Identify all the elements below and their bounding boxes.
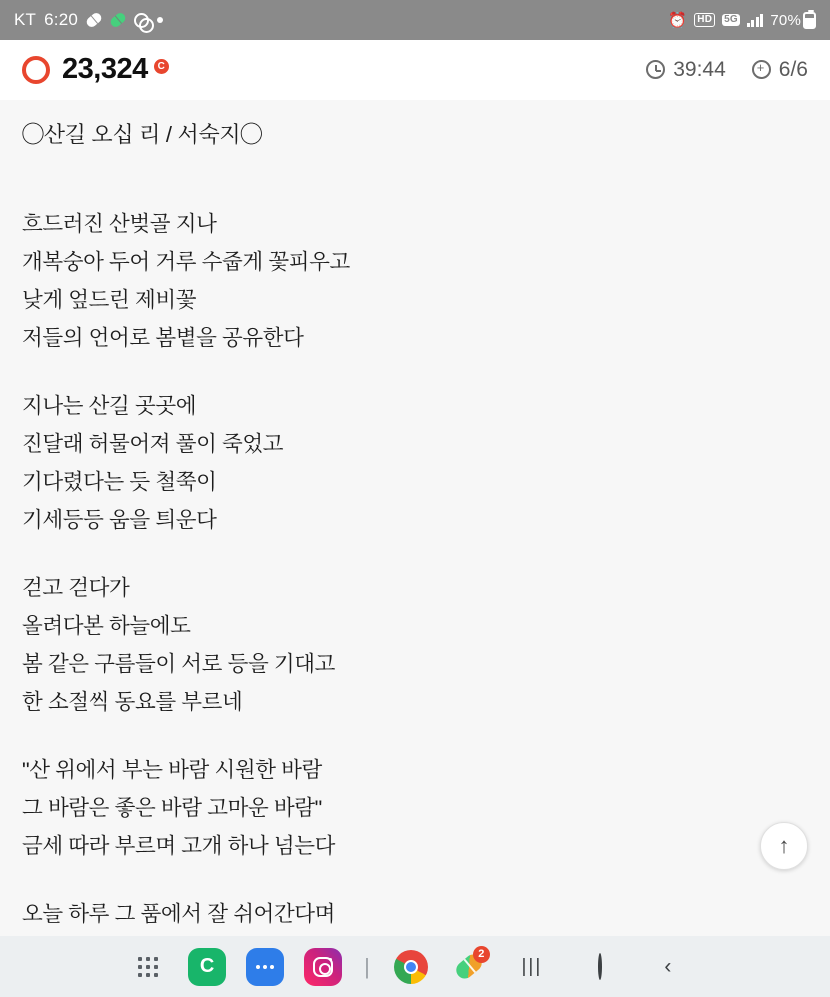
kakao-app-label: C [199, 955, 215, 977]
stanza [22, 387, 808, 539]
poem-line: 그 바람은 좋은 바람 고마운 바람" [22, 796, 322, 820]
status-bar-clock: 6:20 [44, 10, 79, 29]
page-add-icon[interactable] [752, 60, 771, 79]
stanza [22, 751, 808, 865]
dock-separator: | [364, 953, 370, 979]
instagram-app-icon[interactable] [304, 948, 342, 986]
pill-icon [85, 11, 104, 29]
poem-line: 낮게 엎드린 제비꽃 [22, 288, 197, 312]
count-badge: C [154, 59, 169, 74]
dot-icon [157, 17, 163, 23]
recents-button[interactable]: ||| [521, 955, 543, 977]
pill-app-icon[interactable] [450, 948, 488, 986]
home-circle-icon [598, 953, 602, 980]
app-bar [0, 40, 830, 100]
arrow-up-icon: ↑ [778, 833, 790, 858]
status-bar [0, 0, 830, 40]
alarm-icon: ⏰ [668, 11, 688, 29]
elapsed-time-group [646, 58, 726, 82]
poem-line: 오늘 하루 그 품에서 잘 쉬어간다며 [22, 902, 336, 926]
poem-line: 봄 같은 구름들이 서로 등을 기대고 [22, 652, 336, 676]
link-icon [134, 13, 149, 28]
page-indicator-label: 6/6 [778, 57, 808, 81]
notification-badge: 2 [473, 946, 490, 963]
home-button[interactable] [576, 955, 624, 979]
scroll-to-top-button[interactable] [760, 822, 808, 870]
battery-icon [803, 12, 816, 29]
poem-line: 금세 따라 부르며 고개 하나 넘는다 [22, 834, 336, 858]
poem-line: 기다렸다는 듯 철쭉이 [22, 470, 217, 494]
poem-line: 기세등등 움을 틔운다 [22, 508, 217, 532]
kakao-app-icon[interactable] [188, 948, 226, 986]
hd-badge: HD [694, 13, 715, 27]
poem-line: 걷고 걷다가 [22, 576, 130, 600]
signal-bars-icon [747, 14, 764, 27]
poem-line: 올려다본 하늘에도 [22, 614, 191, 638]
pill-icon-green [109, 11, 128, 29]
view-count: 23,324 [62, 53, 148, 85]
battery-percent-label: 70% [770, 11, 801, 29]
view-count-group [22, 53, 169, 86]
poem-line: 지나는 산길 곳곳에 [22, 394, 197, 418]
messages-app-icon[interactable] [246, 948, 284, 986]
poem-line: 진달래 허물어져 풀이 죽었고 [22, 432, 284, 456]
poem-line: 한 소절씩 동요를 부르네 [22, 690, 243, 714]
poem-line: 흐드러진 산벚골 지나 [22, 212, 217, 236]
apps-grid-icon[interactable] [138, 957, 158, 977]
clock-icon [646, 60, 665, 79]
page-title: ◯산길 오십 리 / 서숙지◯ [22, 122, 263, 147]
back-button[interactable]: ‹ [664, 954, 672, 978]
camera-icon [313, 957, 333, 977]
chrome-app-icon[interactable] [392, 948, 430, 986]
elapsed-time-label: 39:44 [673, 57, 726, 81]
carrier-label: KT [14, 10, 37, 29]
poem-line: 개복숭아 두어 거루 수줍게 꽃피우고 [22, 250, 350, 274]
chat-dots-icon [256, 965, 274, 969]
app-bar-right [646, 58, 808, 82]
navigation-dock [0, 936, 830, 997]
battery-status [770, 12, 816, 29]
circle-ring-icon [22, 56, 50, 84]
stanza [22, 895, 808, 933]
page-indicator-group[interactable] [752, 58, 808, 82]
network-badge: 5G [724, 14, 738, 25]
status-bar-left [14, 10, 163, 30]
poem-line: 저들의 언어로 봄볕을 공유한다 [22, 326, 304, 350]
status-bar-right [668, 12, 816, 29]
chrome-logo-icon [394, 950, 428, 984]
stanza [22, 205, 808, 357]
stanza [22, 569, 808, 721]
poem-content[interactable] [0, 100, 830, 936]
poem-line: "산 위에서 부는 바람 시원한 바람 [22, 758, 322, 782]
